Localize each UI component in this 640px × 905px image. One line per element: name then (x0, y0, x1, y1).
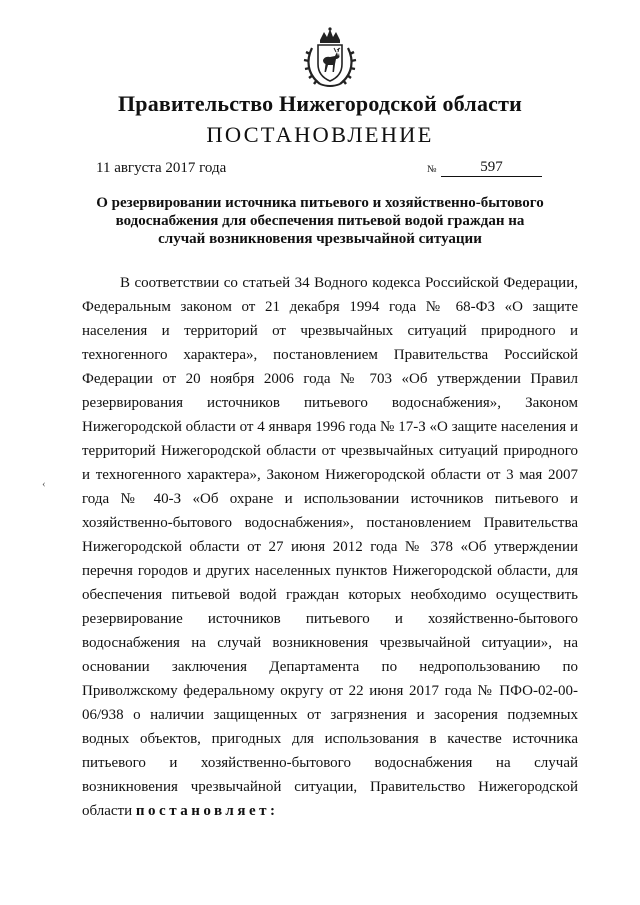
coat-of-arms-icon (298, 26, 362, 90)
document-date: 11 августа 2017 года (96, 160, 227, 176)
margin-mark: ‹ (42, 478, 46, 490)
document-number-label: № (427, 164, 437, 175)
body-text: В соответствии со статьей 34 Водного кодекса Российской Федерации, Федеральным законом от 21 декабря 1994 года № 68-ФЗ «О защите населения и территорий от чрезвычайных ситуаций природного и техногенного характера», постановлением Правительства Российской Федерации от 20 ноября 2006 года № 703 «Об утверждении Правил резервирования источников питьевого водоснабжения», Законом Нижегородской области от 4 января 1996 года № 17-З «О защите населения и территорий Нижегородской области от чрезвычайных ситуаций природного и техногенного характера», Законом Нижегородской области от 3 мая 2007 года № 40-З «Об охране и использовании источников питьевого и хозяйственно-бытового водоснабжения», постановлением Правительства Нижегородской области от 27 июня 2012 года № 378 «Об утверждении перечня городов и других населенных пунктов Нижегородской области, для обеспечения питьевой водой граждан которых необходимо осуществить резервирование источников питьевого и хозяйственно-бытового водоснабжения на случай возникновения чрезвычайной ситуации», на основании заключения Департамента по недропользованию по Приволжскому федеральному округу от 22 июня 2017 года № ПФО-02-00-06/938 о наличии защищенных от загрязнения и засорения подземных водных объектов, пригодных для использования в качестве источника питьевого и хозяйственно-бытового водоснабжения на случай возникновения чрезвычайной ситуации, Правительство Нижегородской области (82, 275, 578, 819)
decree-word: постановляет: (135, 803, 279, 819)
document-subject: О резервировании источника питьевого и хозяйственно-бытового водоснабжения для обеспечения питьевой водой граждан на случай возникновения чрезвычайной ситуации (96, 195, 544, 247)
government-title: Правительство Нижегородской области (117, 91, 522, 116)
body-paragraph (82, 271, 578, 823)
document-type: ПОСТАНОВЛЕНИЕ (206, 122, 434, 147)
document-number: 597 (441, 158, 542, 177)
